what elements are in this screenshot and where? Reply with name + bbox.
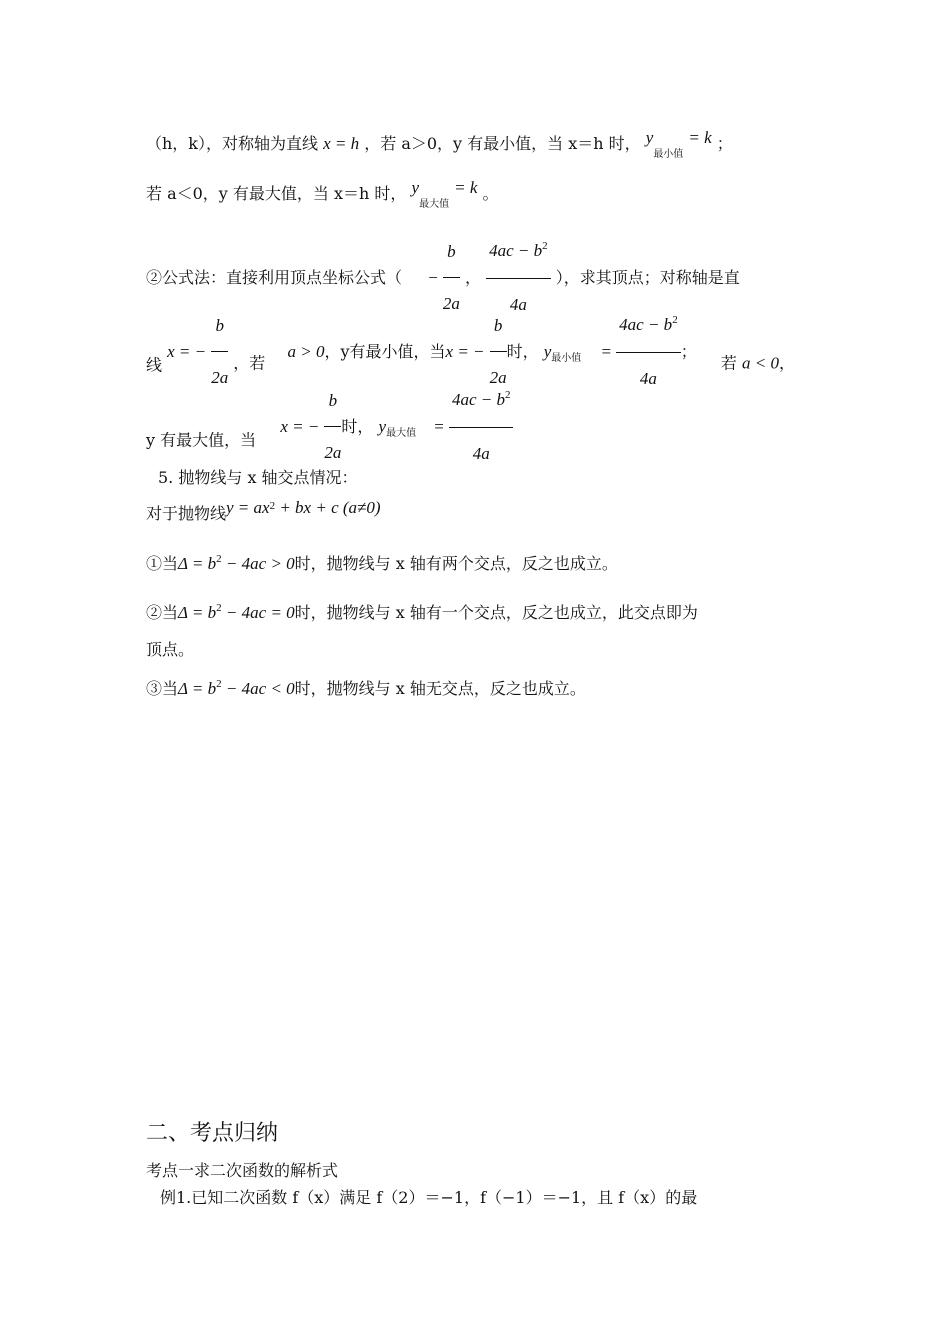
subscript-min: 最小值 (653, 149, 684, 160)
fraction-b-2a (324, 378, 341, 476)
denominator: 2a (442, 294, 460, 313)
math-y: y (645, 128, 654, 147)
math-a-positive: a > 0 (287, 342, 325, 361)
parabola-lead: y = ax (226, 498, 270, 517)
text: ， (778, 353, 795, 373)
numerator: b (490, 303, 507, 352)
math-symmetry-axis: x = h (323, 134, 360, 153)
formula-line-3 (146, 377, 513, 477)
text: ，y有最小值，当 (324, 342, 446, 361)
vertex-line-2 (146, 178, 499, 210)
text: ③当 (146, 679, 179, 698)
superscript: 2 (542, 240, 548, 252)
text: ； (680, 342, 697, 361)
math-eq: = (601, 342, 612, 361)
math-discriminant (178, 603, 295, 622)
text: 时， (341, 417, 374, 436)
disc-tail: − 4ac > 0 (221, 554, 295, 573)
case-two-roots (146, 554, 618, 576)
math-eq: = (434, 417, 444, 436)
denominator: 2a (489, 368, 507, 387)
math-y: y (543, 342, 552, 361)
math-y: y (378, 417, 387, 436)
superscript: 2 (216, 678, 222, 690)
disc-lead: Δ = b (178, 554, 217, 573)
superscript: 2 (269, 500, 276, 512)
math-discriminant (178, 679, 295, 698)
numerator-text: 4ac − b (619, 315, 673, 334)
vertex-line-1 (146, 128, 733, 160)
denominator: 4a (509, 295, 527, 314)
numerator-text: 4ac − b (489, 241, 543, 260)
numerator-text: 4ac − b (451, 390, 505, 409)
denominator: 4a (472, 444, 490, 463)
subscript-max: 最大值 (419, 199, 450, 210)
fraction-vertex-y (616, 302, 681, 402)
text: ； (716, 134, 733, 153)
numerator: b (211, 303, 228, 352)
numerator (449, 377, 514, 428)
text: ），求其顶点；对称轴是直 (555, 268, 740, 287)
section5-intro (146, 498, 381, 526)
math-y: y (411, 178, 420, 197)
denominator: 4a (639, 369, 657, 388)
math-x-eq: x = − (445, 342, 485, 361)
superscript: 2 (672, 314, 678, 326)
section2-heading: 二、考点归纳 (146, 1121, 279, 1146)
text: ，若 a＞0，y 有最小值，当 x＝h 时， (364, 134, 641, 153)
text: ，若 (233, 353, 266, 373)
math-x-eq: x = − (280, 417, 320, 436)
text: 时， (506, 342, 539, 361)
text: ②当 (146, 603, 179, 622)
section2-subheading: 考点一求二次函数的解析式 (146, 1161, 339, 1180)
case-no-roots (146, 679, 586, 701)
text: 若 a＜0，y 有最大值，当 x＝h 时， (146, 184, 407, 203)
superscript: 2 (504, 389, 511, 401)
denominator: 2a (211, 368, 229, 387)
math-discriminant (178, 554, 295, 573)
fraction-vertex-y (449, 377, 514, 477)
math-neg: − (428, 268, 438, 287)
disc-tail: − 4ac < 0 (221, 679, 295, 698)
disc-lead: Δ = b (178, 679, 217, 698)
text: 时，抛物线与 x 轴有一个交点，反之也成立，此交点即为 (294, 603, 698, 622)
math-x-eq: x = − (167, 342, 207, 361)
parabola-tail: + bx + c (a≠0) (275, 498, 381, 517)
text: 时，抛物线与 x 轴无交点，反之也成立。 (294, 679, 586, 698)
case-one-root-cont: 顶点。 (146, 640, 195, 659)
numerator (616, 302, 681, 353)
disc-lead: Δ = b (178, 603, 217, 622)
text: 线 (146, 355, 163, 375)
denominator: 2a (324, 443, 342, 462)
text: y 有最大值，当 (146, 430, 257, 450)
math-eq-k: = k (454, 178, 478, 197)
superscript: 2 (216, 553, 222, 565)
disc-tail: − 4ac = 0 (221, 603, 295, 622)
text: 若 (720, 353, 737, 373)
text: ， (464, 268, 481, 287)
subscript-max: 最大值 (386, 427, 417, 439)
section5-heading: 5. 抛物线与 x 轴交点情况： (158, 468, 358, 487)
math-parabola (226, 498, 381, 517)
text: 时，抛物线与 x 轴有两个交点，反之也成立。 (294, 554, 618, 573)
text: ①当 (146, 554, 179, 573)
text: （h，k），对称轴为直线 (146, 134, 319, 153)
example-1: 例1.已知二次函数 f（x）满足 f（2）＝−1，f（−1）＝−1，且 f（x）的最 (160, 1188, 698, 1207)
text: 。 (482, 184, 499, 203)
math-a-negative: a < 0 (742, 353, 779, 373)
numerator: b (324, 378, 341, 427)
numerator (486, 228, 551, 279)
superscript: 2 (216, 602, 222, 614)
case-one-root (146, 603, 698, 625)
numerator: b (443, 229, 460, 278)
text: ②公式法：直接利用顶点坐标公式（ (146, 268, 403, 287)
text: 对于抛物线 (146, 504, 227, 523)
subscript-min: 最小值 (551, 352, 582, 364)
math-eq-k: = k (688, 128, 712, 147)
